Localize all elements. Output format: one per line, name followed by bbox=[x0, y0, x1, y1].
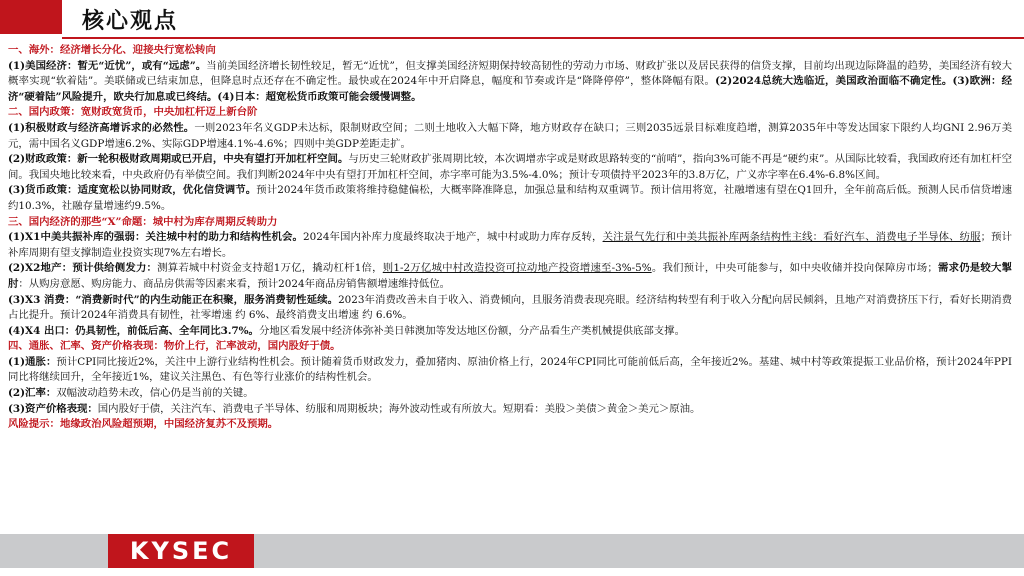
underlined-text: 关注景气先行和中美共振补库两条结构性主线：看好汽车、消费电子半导体、纺服 bbox=[602, 231, 981, 244]
body-text: 一则2023年名义GDP未达标，限制财政空间；二则土地收入大幅下降，地方财政存在缺口；三则2035远景目标难度趋增，测算2035年中等发达国家下限约人均GNI 2.96万美元，需中国名义GDP增速6.2%、实际GDP增速4.1%-4.6%；四则中美GDP差距走扩。 bbox=[8, 121, 1012, 150]
paragraph-monetary-policy bbox=[8, 183, 1012, 214]
bold-text: (2)2024总统大选临近，美国政治面临不确定性。(3)欧洲：经济“硬着陆”风险提升，欧央行加息或已终结。(4)日本：超宽松货币政策可能会缓慢调整。 bbox=[8, 75, 1012, 103]
content-body bbox=[8, 43, 1012, 528]
paragraph-x1-inventory bbox=[8, 230, 1012, 261]
bold-lead: (3)X3 消费：“消费新时代”的内生动能正在积聚，服务消费韧性延续。 bbox=[8, 293, 339, 306]
page-title: 核心观点 bbox=[82, 8, 179, 34]
paragraph-x2-property bbox=[8, 261, 1012, 292]
bold-lead: (2)X2地产：预计供给侧发力： bbox=[8, 262, 158, 275]
bold-lead: (1)美国经济：暂无“近忧”，或有“远虑”。 bbox=[8, 59, 207, 72]
body-text: 。我们预计，中央可能参与，如中央收储并投向保障房市场； bbox=[651, 262, 938, 275]
paragraph-inflation bbox=[8, 355, 1012, 386]
bold-lead: (2)汇率： bbox=[8, 387, 57, 400]
body-text: 分地区看发展中经济体弥补美日韩澳加等发达地区份额，分产品看生产类机械提供底部支撑。 bbox=[258, 324, 685, 337]
bold-lead: (3)货币政策：适度宽松以协同财政，优化信贷调节。 bbox=[8, 184, 257, 197]
paragraph-fiscal-policy bbox=[8, 152, 1012, 183]
bold-lead: (1)X1中美共振补库的强弱：关注城中村的助力和结构性机会。 bbox=[8, 231, 303, 244]
body-text: 当前美国经济增长韧性较足，暂无“近忧”，但支撑美国经济短期保持较高韧性的劳动力市场、财政扩张以及居民获得的信贷支撑，目前均出现边际降温的趋势，美国经济有较大概率实现“软着陆”。美联储或已结束加息，但降息时点还存在不确定性。最快或在2024年中开启降息，幅度和节奏或许是“降降停停”，整体降幅有限。 bbox=[8, 59, 1012, 88]
paragraph-us-economy bbox=[8, 59, 1012, 106]
body-text: 2023年消费改善未自于收入、消费倾向，且服务消费表现亮眼。经济结构转型有利于收入分配向居民倾斜，且地产对消费挤压下行，看好长期消费占比提升。预计2024年消费具有韧性，社零增速 约 6%、最终消费支出增速 约 6.6%。 bbox=[8, 293, 1012, 322]
bold-lead: (3)资产价格表现： bbox=[8, 402, 98, 415]
body-text: 2024年国内补库力度最终取决于地产，城中村或助力库存反转， bbox=[302, 231, 603, 244]
body-text: ：从购房意愿、购房能力、商品房供需等因素来看，预计2024年商品房销售额增速维持低位。 bbox=[18, 277, 451, 290]
body-text: 预计CPI同比接近2%，关注中上游行业结构性机会。预计随着货币财政发力，叠加猪肉、原油价格上行，2024年CPI同比可能前低后高，全年接近2%。基建、城中村等政策提振工业品价格，预计2024年PPI同比将继续回升，全年接近1%，建议关注黑色、有色等行业涨价的结构性机会。 bbox=[8, 355, 1012, 384]
title-accent-block bbox=[0, 0, 62, 34]
body-text: 测算若城中村资金支持超1万亿，撬动杠杆1倍， bbox=[157, 262, 383, 275]
body-text: 国内股好于债，关注汽车、消费电子半导体、纺服和周期板块；海外波动性或有所放大。短期看：美股＞美债＞黄金＞美元＞原油。 bbox=[97, 402, 701, 415]
paragraph-fiscal-necessity bbox=[8, 121, 1012, 152]
bold-text: 需求仍是较大掣肘 bbox=[8, 262, 1012, 290]
kysec-logo bbox=[108, 534, 254, 568]
bold-lead: (4)X4 出口：仍具韧性，前低后高、全年同比3.7%。 bbox=[8, 324, 259, 337]
section-heading-domestic-economy: 三、国内经济的那些“X”命题：城中村为库存周期反转助力 bbox=[8, 215, 278, 228]
section-heading-inflation-assets: 四、通胀、汇率、资产价格表现：物价上行，汇率波动，国内股好于债。 bbox=[8, 340, 341, 353]
body-text: 与历史三轮财政扩张周期比较，本次调增赤字或是财政思路转变的“前哨”，指向3%可能不再是“硬约束”。从国际比较看，我国政府还有加杠杆空间。我国央地比较来看，中央政府仍有举债空间。我们判断2024年中央有望打开加杠杆空间，赤字率可能为3.5%-4.0%；预计专项债持平2023年的3.8万亿，广义赤字率在6.4%-6.8%区间。 bbox=[8, 153, 1012, 181]
body-text: 预计2024年货币政策将维持稳健偏松，大概率降准降息，加强总量和结构双重调节。预计信用将宽，社融增速有望在Q1回升，全年前高后低。预测人民币信贷增速约10.3%，社融存量增速约9.5%。 bbox=[8, 184, 1012, 212]
footer bbox=[0, 528, 1024, 576]
paragraph-asset-prices bbox=[8, 402, 1012, 418]
logo-text: KYSEC bbox=[129, 537, 233, 565]
bold-lead: (1)通胀： bbox=[8, 355, 57, 368]
bold-lead: (1)积极财政与经济高增诉求的必然性。 bbox=[8, 121, 195, 134]
section-heading-overseas: 一、海外：经济增长分化、迎接央行宽松转向 bbox=[8, 44, 216, 56]
title-bar bbox=[0, 0, 1024, 42]
body-text: 双幅波动趋势未改，信心仍是当前的关键。 bbox=[56, 387, 254, 400]
title-divider bbox=[62, 37, 1024, 39]
paragraph-x3-consumption bbox=[8, 293, 1012, 324]
underlined-text: 则1-2万亿城中村改造投资可拉动地产投资增速至-3%-5% bbox=[382, 262, 652, 275]
paragraph-exchange-rate bbox=[8, 386, 1012, 402]
body-text: ；预计补库周期有望支撑制造业投资实现7%左右增长。 bbox=[8, 231, 1012, 259]
bold-lead: (2)财政政策：新一轮积极财政周期或已开启，中央有望打开加杠杆空间。 bbox=[8, 153, 349, 166]
paragraph-x4-export bbox=[8, 324, 1012, 340]
risk-warning: 风险提示：地缘政治风险超预期，中国经济复苏不及预期。 bbox=[8, 418, 279, 431]
section-heading-domestic-policy: 二、国内政策：宽财政宽货币，中央加杠杆迈上新台阶 bbox=[8, 106, 258, 119]
